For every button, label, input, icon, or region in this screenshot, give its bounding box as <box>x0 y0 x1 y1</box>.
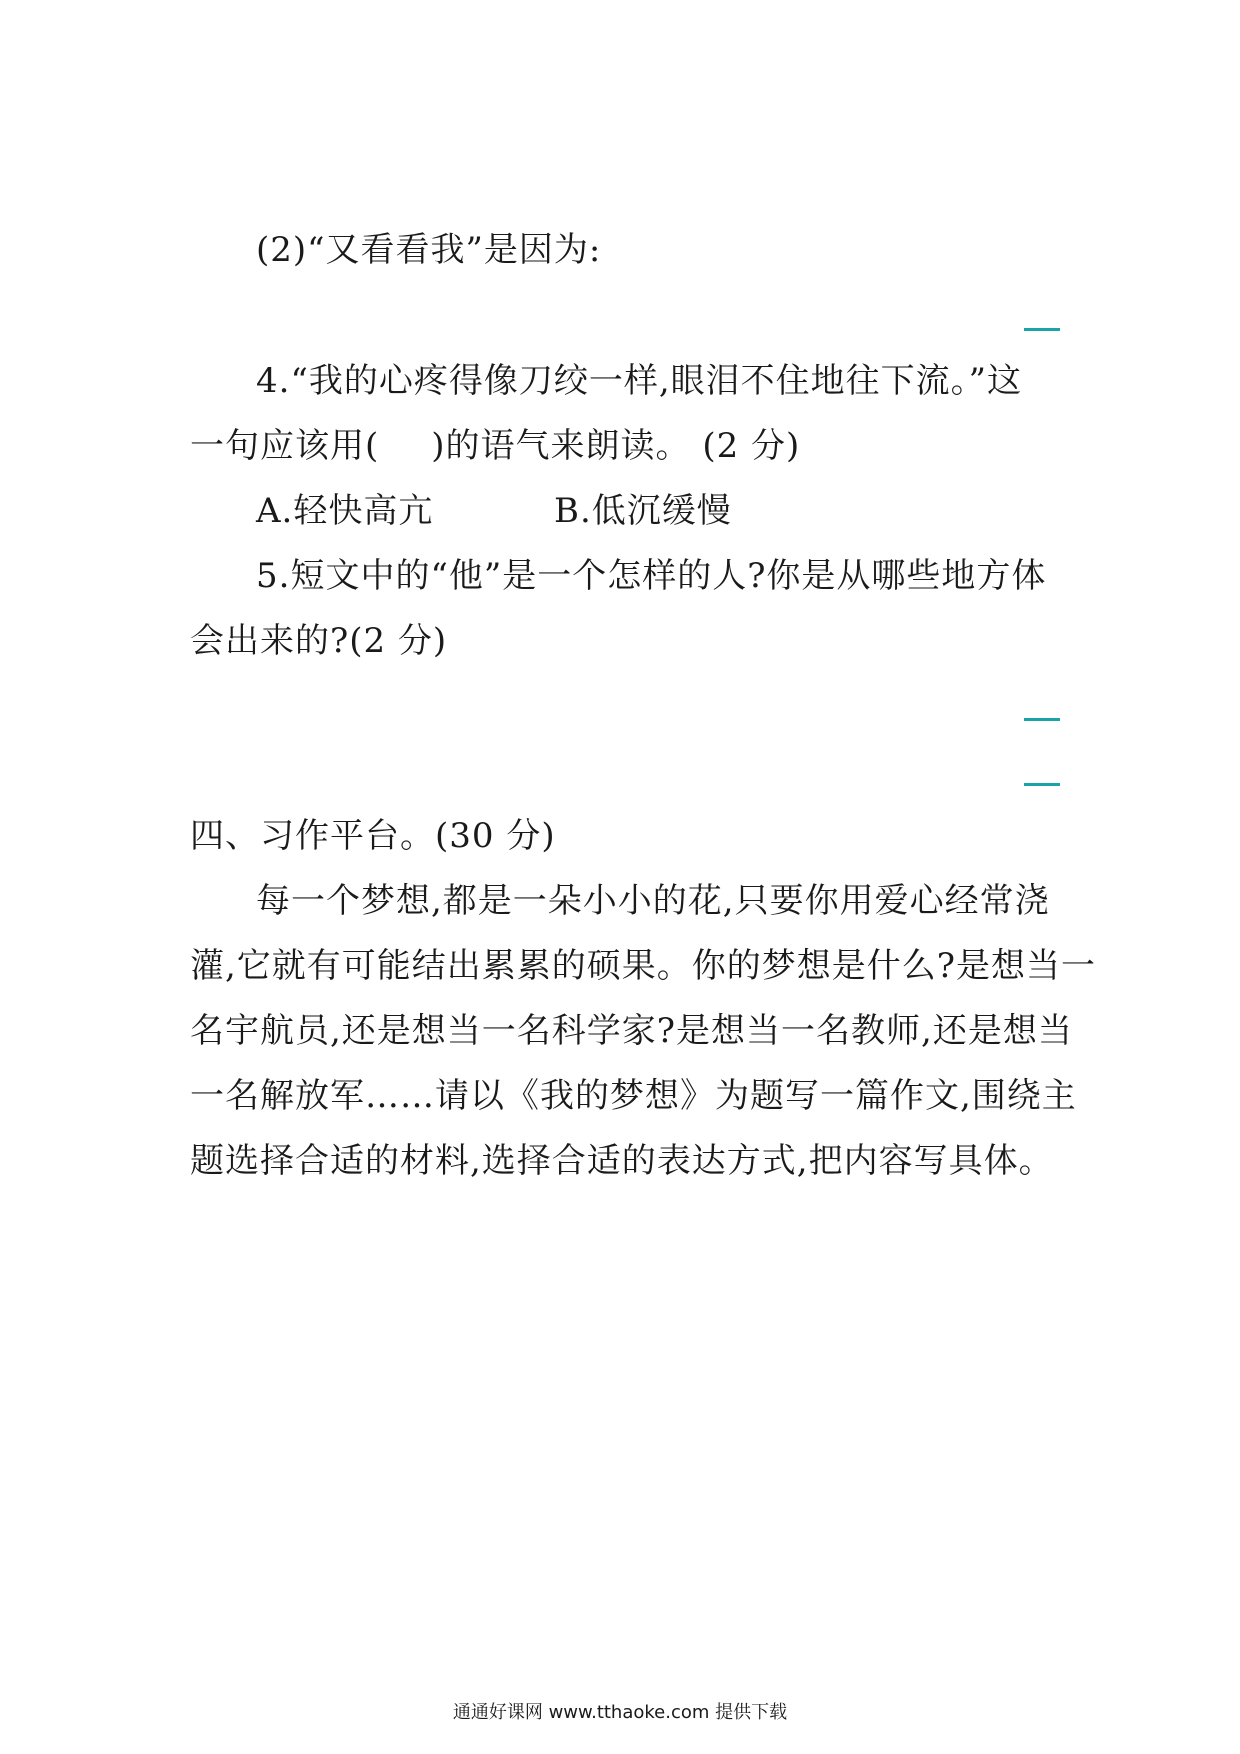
option-a: A.轻快高亢 <box>256 491 434 531</box>
question-4-line2-before: 一句应该用( <box>190 426 380 466</box>
footer-watermark: 通通好课网 www.tthaoke.com 提供下载 <box>452 1702 788 1723</box>
answer-line-q3-2 <box>1024 328 1060 331</box>
essay-prompt-line-1: 每一个梦想,都是一朵小小的花,只要你用爱心经常浇 <box>256 881 1050 921</box>
question-4-line1: 4.“我的心疼得像刀绞一样,眼泪不住地往下流。”这 <box>256 361 1023 401</box>
answer-line-q5-2 <box>1024 783 1060 786</box>
question-4-line2 <box>190 424 800 468</box>
option-b: B.低沉缓慢 <box>554 491 732 531</box>
answer-line-q5-1 <box>1024 718 1060 721</box>
essay-prompt-line-4: 一名解放军……请以《我的梦想》为题写一篇作文,围绕主 <box>190 1076 1077 1116</box>
question-3-2: (2)“又看看我”是因为: <box>256 230 602 270</box>
question-5-line1: 5.短文中的“他”是一个怎样的人?你是从哪些地方体 <box>256 556 1047 596</box>
section-4-title: 四、习作平台。(30 分) <box>190 816 556 856</box>
question-5-line2: 会出来的?(2 分) <box>190 621 448 661</box>
essay-prompt-line-2: 灌,它就有可能结出累累的硕果。你的梦想是什么?是想当一 <box>190 946 1097 986</box>
essay-prompt-line-3: 名宇航员,还是想当一名科学家?是想当一名教师,还是想当 <box>190 1011 1073 1051</box>
essay-prompt-line-5: 题选择合适的材料,选择合适的表达方式,把内容写具体。 <box>190 1141 1054 1181</box>
question-4-line2-after: )的语气来朗读。 (2 分) <box>431 426 801 466</box>
